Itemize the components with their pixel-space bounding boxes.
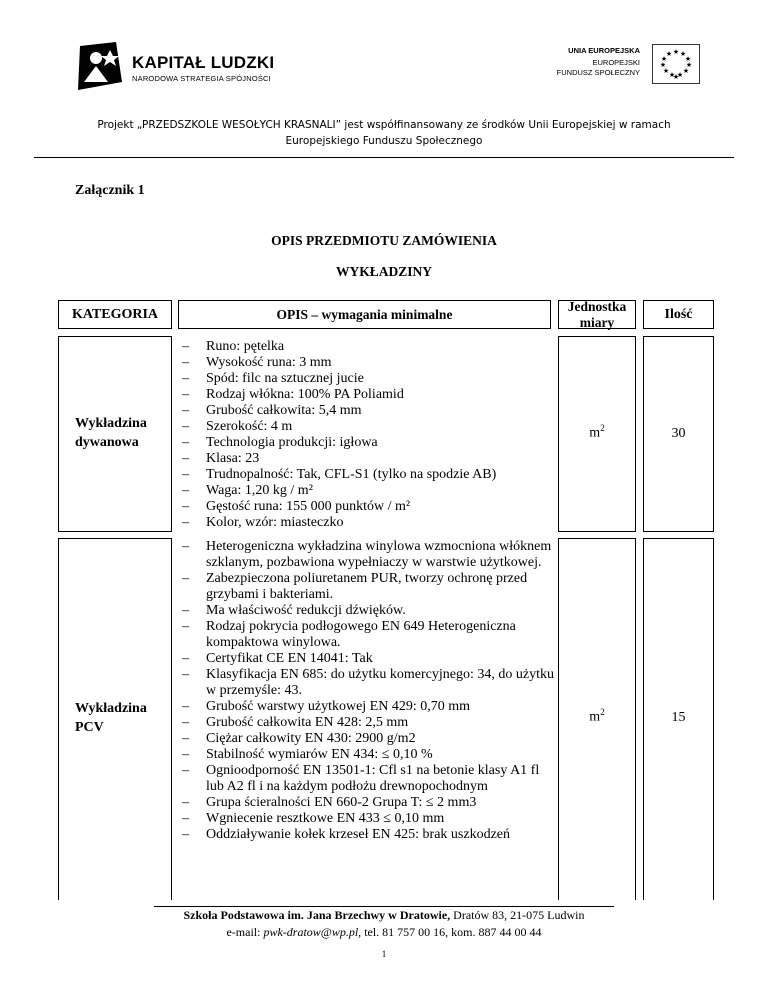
footer-address — [0, 908, 768, 923]
list-item: – Heterogeniczna wykładzina winylowa wzmocniona włóknem szklanym, pozbawiona wypełniaczy w warstwie użytkowej. — [178, 539, 558, 571]
row1-unit-base: m — [589, 425, 601, 441]
list-item: – Technologia produkcji: igłowa — [178, 435, 558, 451]
list-item: – Grubość całkowita: 5,4 mm — [178, 403, 558, 419]
row2-unit-exponent: 2 — [600, 707, 605, 717]
list-item: – Grubość warstwy użytkowej EN 429: 0,70 mm — [178, 699, 558, 715]
list-item: – Kolor, wzór: miasteczko — [178, 515, 558, 531]
list-item: – Wgniecenie resztkowe EN 433 ≤ 0,10 mm — [178, 811, 558, 827]
row2-quantity: 15 — [671, 710, 686, 725]
eu-logo — [540, 44, 700, 84]
list-item: – Klasyfikacja EN 685: do użytku komercyjnego: 34, do użytku w przemyśle: 43. — [178, 667, 558, 699]
logo-brand-text: KAPITAŁ LUDZKI — [132, 53, 275, 72]
list-item: – Ciężar całkowity EN 430: 2900 g/m2 — [178, 731, 558, 747]
svg-text:★: ★ — [679, 50, 687, 58]
row2-category-line2: PCV — [75, 720, 104, 735]
list-item: – Runo: pętelka — [178, 339, 558, 355]
footer-school-name: Szkoła Podstawowa im. Jana Brzechwy w Dratowie, — [183, 908, 451, 922]
header-unit-line1: Jednostka — [567, 298, 627, 314]
row2-unit-base: m — [589, 709, 601, 725]
project-line-1: Projekt „PRZEDSZKOLE WESOŁYCH KRASNALI” jest współfinansowany ze środków Unii Europejskiej w ramach — [97, 119, 671, 131]
document-subtitle: WYKŁADZINY — [335, 264, 432, 279]
eu-logo-line2: EUROPEJSKI — [592, 58, 640, 67]
list-item: – Trudnopalność: Tak, CFL-S1 (tylko na spodzie AB) — [178, 467, 558, 483]
row1-quantity: 30 — [671, 426, 686, 441]
row2-description-list — [178, 539, 558, 843]
list-item: – Szerokość: 4 m — [178, 419, 558, 435]
header-divider — [34, 157, 734, 158]
header-unit-line2: miary — [579, 314, 615, 330]
footer-phones: tel. 81 757 00 16, kom. 887 44 00 44 — [361, 925, 542, 939]
project-info — [40, 117, 728, 149]
list-item: – Wysokość runa: 3 mm — [178, 355, 558, 371]
kapital-ludzki-logo — [70, 38, 280, 94]
project-line-2: Europejskiego Funduszu Społecznego — [285, 135, 483, 147]
svg-text:★: ★ — [659, 61, 667, 69]
row1-description-list — [178, 339, 558, 531]
svg-text:★: ★ — [662, 67, 670, 75]
kapital-ludzki-emblem-icon — [70, 38, 126, 94]
eu-logo-line1: UNIA EUROPEJSKA — [568, 46, 640, 55]
logo-sub-text: NARODOWA STRATEGIA SPÓJNOŚCI — [132, 74, 271, 83]
row1-unit — [558, 423, 636, 442]
list-item: – Zabezpieczona poliuretanem PUR, tworzy ochronę przed grzybami i bakteriami. — [178, 571, 558, 603]
row1-category-line2: dywanowa — [75, 435, 139, 450]
svg-text:★: ★ — [665, 50, 673, 58]
list-item: – Rodzaj włókna: 100% PA Poliamid — [178, 387, 558, 403]
svg-text:★: ★ — [684, 55, 692, 63]
row2-category-line1: Wykładzina — [75, 701, 147, 716]
header-quantity: Ilość — [643, 300, 714, 329]
document-title: OPIS PRZEDMIOTU ZAMÓWIENIA — [271, 233, 497, 248]
svg-text:★: ★ — [672, 73, 680, 81]
svg-text:★: ★ — [676, 71, 684, 79]
svg-text:★: ★ — [668, 71, 676, 79]
footer-contact — [0, 925, 768, 940]
list-item: – Grubość całkowita EN 428: 2,5 mm — [178, 715, 558, 731]
row1-category — [75, 414, 147, 452]
row2-category — [75, 699, 147, 737]
list-item: – Stabilność wymiarów EN 434: ≤ 0,10 % — [178, 747, 558, 763]
row1-category-line1: Wykładzina — [75, 416, 147, 431]
list-item: – Grupa ścieralności EN 660-2 Grupa T: ≤ 2 mm3 — [178, 795, 558, 811]
footer-email-label: e-mail: — [226, 925, 264, 939]
footer-divider — [154, 906, 614, 907]
header-category: KATEGORIA — [58, 300, 172, 329]
row1-unit-exponent: 2 — [600, 423, 605, 433]
svg-text:★: ★ — [672, 48, 680, 56]
svg-text:★: ★ — [682, 67, 690, 75]
list-item: – Rodzaj pokrycia podłogowego EN 649 Heterogeniczna kompaktowa winylowa. — [178, 619, 558, 651]
row2-unit — [558, 707, 636, 726]
footer-school-address: Dratów 83, 21-075 Ludwin — [450, 908, 585, 922]
eu-logo-line3: FUNDUSZ SPOŁECZNY — [556, 68, 640, 77]
svg-text:★: ★ — [660, 55, 668, 63]
footer-email: pwk-dratow@wp.pl, — [263, 925, 362, 939]
list-item: – Spód: filc na sztucznej jucie — [178, 371, 558, 387]
list-item: – Gęstość runa: 155 000 punktów / m² — [178, 499, 558, 515]
list-item: – Ognioodporność EN 13501-1: Cfl s1 na betonie klasy A1 fl lub A2 fl i na każdym podłożu drewnopochodnym — [178, 763, 558, 795]
page-number: 1 — [381, 949, 387, 959]
list-item: – Klasa: 23 — [178, 451, 558, 467]
eu-flag-icon — [652, 44, 700, 84]
header-description: OPIS – wymagania minimalne — [178, 300, 551, 329]
list-item: – Ma właściwość redukcji dźwięków. — [178, 603, 558, 619]
list-item: – Oddziaływanie kołek krzeseł EN 425: brak uszkodzeń — [178, 827, 558, 843]
svg-text:★: ★ — [685, 61, 693, 69]
list-item: – Waga: 1,20 kg / m² — [178, 483, 558, 499]
list-item: – Certyfikat CE EN 14041: Tak — [178, 651, 558, 667]
header-unit — [558, 300, 636, 329]
annex-label: Załącznik 1 — [75, 183, 145, 198]
